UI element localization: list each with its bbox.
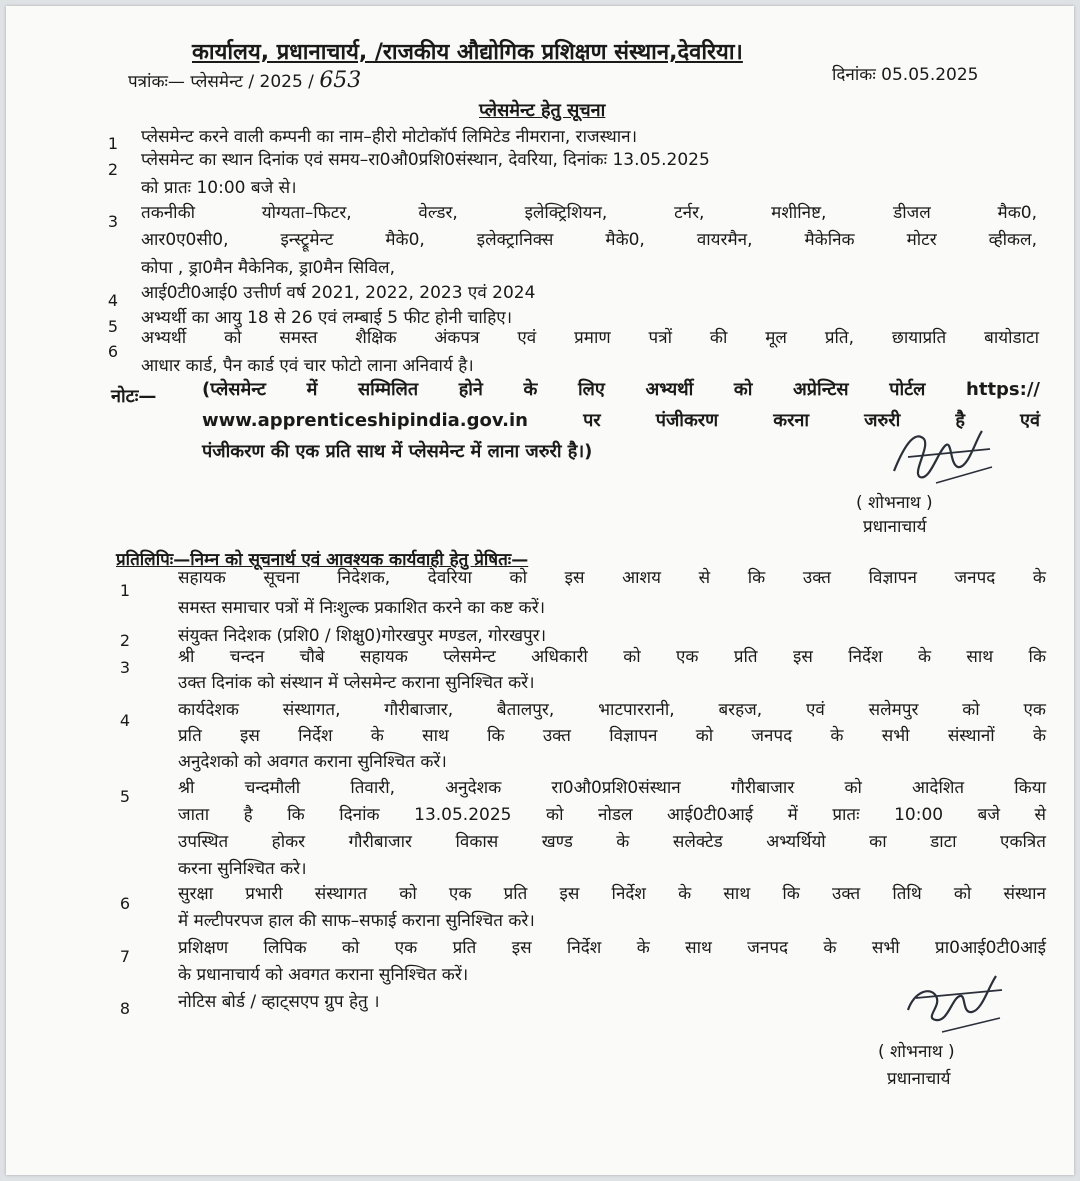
point-number: 1: [107, 134, 118, 153]
copy-item-number: 1: [119, 581, 130, 600]
copy-item-line: करना सुनिश्चित करे।: [178, 859, 307, 879]
document-page: [6, 6, 1074, 1175]
point-line: आई0टी0आई0 उत्तीर्ण वर्ष 2021, 2022, 2023 एवं 2024: [141, 283, 536, 303]
note-line: (प्लेसमेन्ट में सम्मिलित होने के लिए अभ्यर्थी को अप्रेन्टिस पोर्टल https://: [202, 379, 1040, 400]
copy-item-line: समस्त समाचार पत्रों में निःशुल्क प्रकाशित करने का कष्ट करें।: [178, 598, 546, 618]
copy-item-number: 4: [119, 711, 130, 730]
copy-item-number: 8: [119, 999, 130, 1018]
point-number: 3: [107, 212, 118, 231]
reference-handwritten-number: 653: [319, 68, 362, 93]
notice-subject: प्लेसमेन्ट हेतु सूचना: [479, 100, 606, 121]
note-line: पंजीकरण की एक प्रति साथ में प्लेसमेन्ट में लाना जरुरी है।): [202, 441, 593, 462]
copy-item-line: श्री चन्दमौली तिवारी, अनुदेशक रा0औ0प्रशि0संस्थान गौरीबाजार को आदेशित किया: [178, 778, 1046, 798]
point-number: 4: [107, 291, 118, 310]
copy-item-line: अनुदेशको को अवगत कराना सुनिश्चित करें।: [178, 752, 447, 772]
copy-item-number: 5: [119, 787, 130, 806]
signatory-name: ( शोभनाथ ): [878, 1042, 955, 1062]
copy-item-line: उपस्थित होकर गौरीबाजार विकास खण्ड के सलेक्टेड अभ्यर्थियो का डाटा एकत्रित: [178, 832, 1046, 852]
reference-label: पत्रांकः— प्लेसमेन्ट / 2025 /: [128, 72, 314, 92]
copy-item-line: उक्त दिनांक को संस्थान में प्लेसमेन्ट कराना सुनिश्चित करें।: [178, 673, 535, 693]
copy-item-line: श्री चन्दन चौबे सहायक प्लेसमेन्ट अधिकारी को एक प्रति इस निर्देश के साथ कि: [178, 647, 1046, 667]
point-line: कोपा , ड्रा0मैन मैकेनिक, ड्रा0मैन सिविल,: [141, 258, 395, 278]
point-number: 5: [107, 317, 118, 336]
copy-to-title: प्रतिलिपिः—निम्न को सूचनार्थ एवं आवश्यक कार्यवाही हेतु प्रेषितः—: [116, 550, 529, 570]
point-line: तकनीकी योग्यता–फिटर, वेल्डर, इलेक्ट्रिशियन, टर्नर, मशीनिष्ट, डीजल मैक0,: [141, 203, 1037, 223]
signatory-designation: प्रधानाचार्य: [863, 517, 927, 537]
point-line: को प्रातः 10:00 बजे से।: [141, 178, 297, 198]
point-line: अभ्यर्थी को समस्त शैक्षिक अंकपत्र एवं प्रमाण पत्रों की मूल प्रति, छायाप्रति बायोडाटा: [141, 328, 1039, 348]
signature-1-icon: [886, 421, 996, 493]
signatory-name: ( शोभनाथ ): [856, 493, 933, 513]
reference-number: [128, 68, 361, 93]
copy-item-line: प्रशिक्षण लिपिक को एक प्रति इस निर्देश के साथ जनपद के सभी प्रा0आई0टी0आई: [178, 938, 1046, 958]
copy-item-number: 6: [119, 894, 130, 913]
point-line: प्लेसमेन्ट का स्थान दिनांक एवं समय–रा0औ0प्रशि0संस्थान, देवरिया, दिनांकः 13.05.2025: [141, 150, 710, 170]
copy-item-line: कार्यदेशक संस्थागत, गौरीबाजार, बैतालपुर, भाटपाररानी, बरहज, एवं सलेमपुर को एक: [178, 700, 1046, 720]
copy-item-number: 3: [119, 658, 130, 677]
copy-item-line: प्रति इस निर्देश के साथ कि उक्त विज्ञापन को जनपद के सभी संस्थानों के: [178, 726, 1046, 746]
copy-item-line: संयुक्त निदेशक (प्रशि0 / शिक्षु0)गोरखपुर मण्डल, गोरखपुर।: [178, 626, 547, 646]
point-number: 6: [107, 342, 118, 361]
copy-item-line: सुरक्षा प्रभारी संस्थागत को एक प्रति इस निर्देश के साथ कि उक्त तिथि को संस्थान: [178, 884, 1046, 904]
copy-item-line: सहायक सूचना निदेशक, देवरिया को इस आशय से कि उक्त विज्ञापन जनपद के: [178, 568, 1046, 588]
copy-item-number: 2: [119, 631, 130, 650]
point-line: अभ्यर्थी का आयु 18 से 26 एवं लम्बाई 5 फीट होनी चाहिए।: [141, 308, 513, 328]
note-line: www.apprenticeshipindia.gov.in पर पंजीकरण करना जरुरी है एवं: [202, 410, 1040, 431]
signature-2-icon: [896, 968, 1006, 1042]
copy-item-line: के प्रधानाचार्य को अवगत कराना सुनिश्चित करें।: [178, 965, 469, 985]
point-line: आधार कार्ड, पैन कार्ड एवं चार फोटो लाना अनिवार्य है।: [141, 356, 474, 376]
copy-item-line: में मल्टीपरपज हाल की साफ–सफाई कराना सुनिश्चित करे।: [178, 911, 535, 931]
signatory-designation: प्रधानाचार्य: [887, 1069, 951, 1089]
point-line: आर0ए0सी0, इन्स्ट्रूमेन्ट मैके0, इलेक्ट्रानिक्स मैके0, वायरमैन, मैकेनिक मोटर व्हीकल,: [141, 230, 1037, 250]
issue-date: दिनांकः 05.05.2025: [832, 65, 979, 85]
note-label: नोटः—: [111, 386, 157, 407]
office-title: कार्यालय, प्रधानाचार्य, /राजकीय औद्योगिक प्रशिक्षण संस्थान,देवरिया।: [192, 40, 743, 65]
copy-item-number: 7: [119, 947, 130, 966]
point-number: 2: [107, 160, 118, 179]
point-line: प्लेसमेन्ट करने वाली कम्पनी का नाम–हीरो मोटोकॉर्प लिमिटेड नीमराना, राजस्थान।: [141, 127, 638, 147]
copy-item-line: जाता है कि दिनांक 13.05.2025 को नोडल आई0टी0आई में प्रातः 10:00 बजे से: [178, 805, 1046, 825]
copy-item-line: नोटिस बोर्ड / व्हाट्सएप ग्रुप हेतु ।: [178, 992, 380, 1012]
